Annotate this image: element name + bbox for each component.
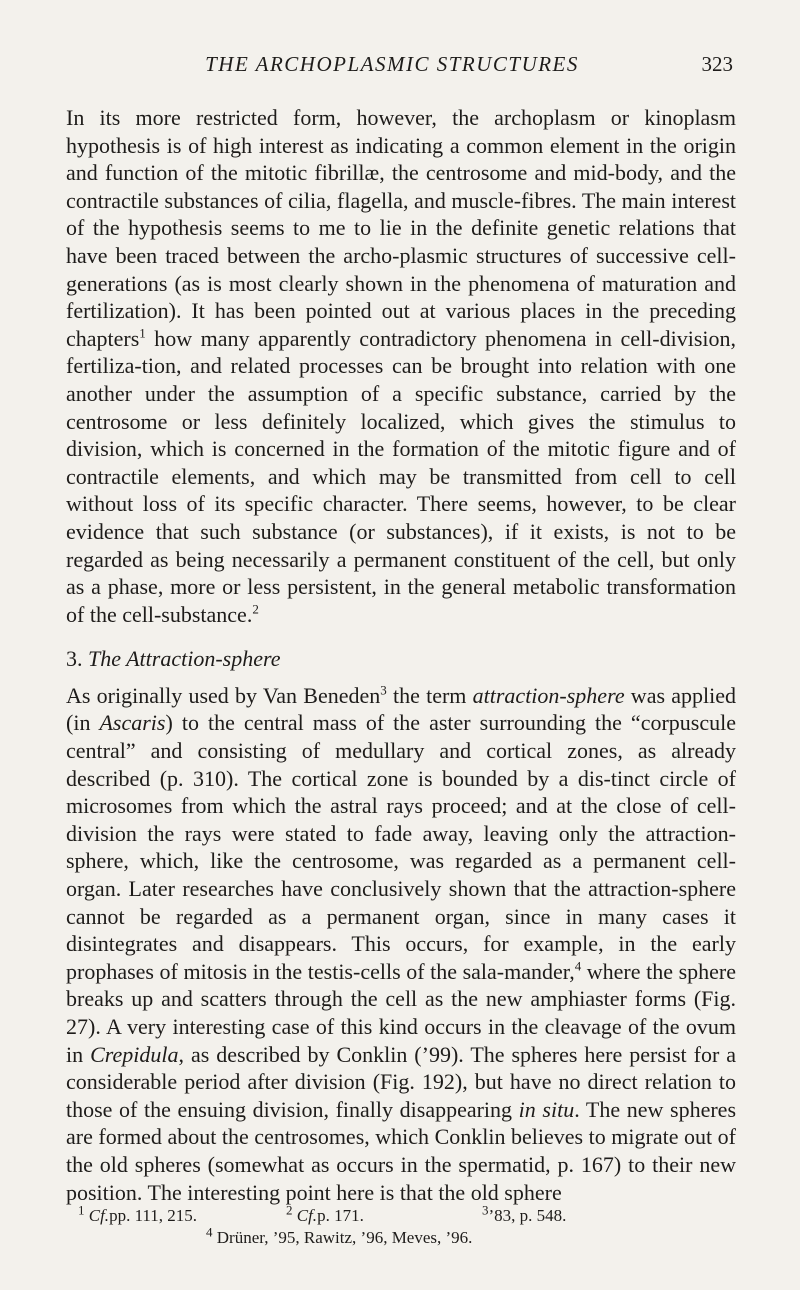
footnote-4 [206,1224,473,1249]
footnote-ref-1: 1 [139,325,146,341]
footnote-line-1 [66,1202,736,1227]
footnote-1 [78,1202,286,1227]
paragraph-1-text: In its more restricted form, however, the archoplasm or kinoplasm hypothesis is of high interest as indicating a common element in the origin and function of the mitotic fibrillæ, the centrosome and mid-body, and the contractile substances of cilia, flagella, and muscle-fibres. The main interest of the hypothesis seems to me to lie in the definite genetic relations that have been traced between the archo-plasmic structures of successive cell-generations (as is most clearly shown in the phenomena of maturation and fertilization). It has been pointed out at various places in the preceding chapters [66,105,736,351]
section-number: 3. [66,646,83,672]
body-text [66,104,736,1206]
page-number: 323 [701,52,733,76]
footnote-2 [286,1202,482,1227]
footnote-ref-4: 4 [574,958,582,974]
latin-in-situ: in situ [518,1096,575,1122]
footnote-1-text: pp. 111, 215. [109,1206,198,1225]
footnote-ref-2: 2 [252,601,259,617]
footnote-2-text: p. 171. [317,1206,364,1225]
paragraph-1-text-cont: how many apparently contradictory phenomena in cell-division, fertiliza-tion, and related processes can be brought into relation with one another under the assumption of a specific substance, carried by the centrosome or less definitely localized, which gives the stimulus to division, which is concerned in the formation of the mitotic figure and of contractile elements, and which may be transmitted from cell to cell without loss of its specific character. There seems, however, to be clear evidence that such substance (or substances), if it exists, is not to be regarded as being necessarily a permanent constituent of the cell, but only as a phase, more or less persistent, in the general metabolic transformation of the cell-substance. [66,325,736,627]
paragraph-2-text-f: , as described by Conklin (’99). The spheres here persist for a considerable period after division (Fig. 192), but have no direct relation to those of the ensuing division, finally disappearing [66,1041,736,1122]
paragraph-1 [66,104,736,628]
footnote-1-cf: Cf. [88,1206,110,1225]
footnote-2-cf: Cf. [296,1206,318,1225]
running-title: THE ARCHOPLASMIC STRUCTURES [205,52,579,76]
footnote-2-mark: 2 [286,1202,293,1218]
section-title: The Attraction-sphere [88,646,281,672]
genus-crepidula: Crepidula [90,1041,179,1067]
footnotes [66,1202,736,1249]
paragraph-2-text-g: . The new spheres are formed about the centrosomes, which Conklin believes to migrate out of the old spheres (somewhat as occurs in the spermatid, p. 167) to their new position. The interesting point here is that the old sphere [66,1096,737,1205]
section-heading [66,645,736,673]
paragraph-2-text-c: was applied (in [66,682,737,736]
paragraph-2-text-e: where the sphere breaks up and scatters through the cell as the new amphiaster forms (Fig. 27). A very interesting case of this kind occurs in the cleavage of the ovum in [66,958,736,1067]
footnote-3 [482,1202,567,1227]
footnote-line-2 [66,1224,736,1249]
footnote-3-mark: 3 [482,1202,489,1218]
paragraph-2-text-a: As originally used by Van Beneden [66,682,381,708]
footnote-4-mark: 4 [206,1224,213,1240]
paragraph-2-text-d: ) to the central mass of the aster surrounding the “corpuscule central” and consisting of medullary and cortical zones, as already described (p. 310). The cortical zone is bounded by a dis-tinct circle of microsomes from which the astral rays proceed; and at the close of cell-division the rays were stated to fade away, leaving only the attraction-sphere, which, like the centrosome, was regarded as a permanent cell-organ. Later researches have conclusively shown that the attraction-sphere cannot be regarded as a permanent organ, since in many cases it disintegrates and disappears. This occurs, for example, in the early prophases of mitosis in the testis-cells of the sala-mander, [66,710,736,984]
paragraph-2 [66,682,736,1206]
running-head [0,52,800,82]
footnote-ref-3: 3 [380,682,387,698]
footnote-1-mark: 1 [78,1202,85,1218]
paragraph-2-text-b: the term [386,682,473,708]
footnote-3-text: ’83, p. 548. [488,1206,567,1225]
footnote-4-text: Drüner, ’95, Rawitz, ’96, Meves, ’96. [212,1228,473,1247]
term-attraction-sphere: attraction-sphere [472,682,625,708]
genus-ascaris: Ascaris [99,710,166,736]
